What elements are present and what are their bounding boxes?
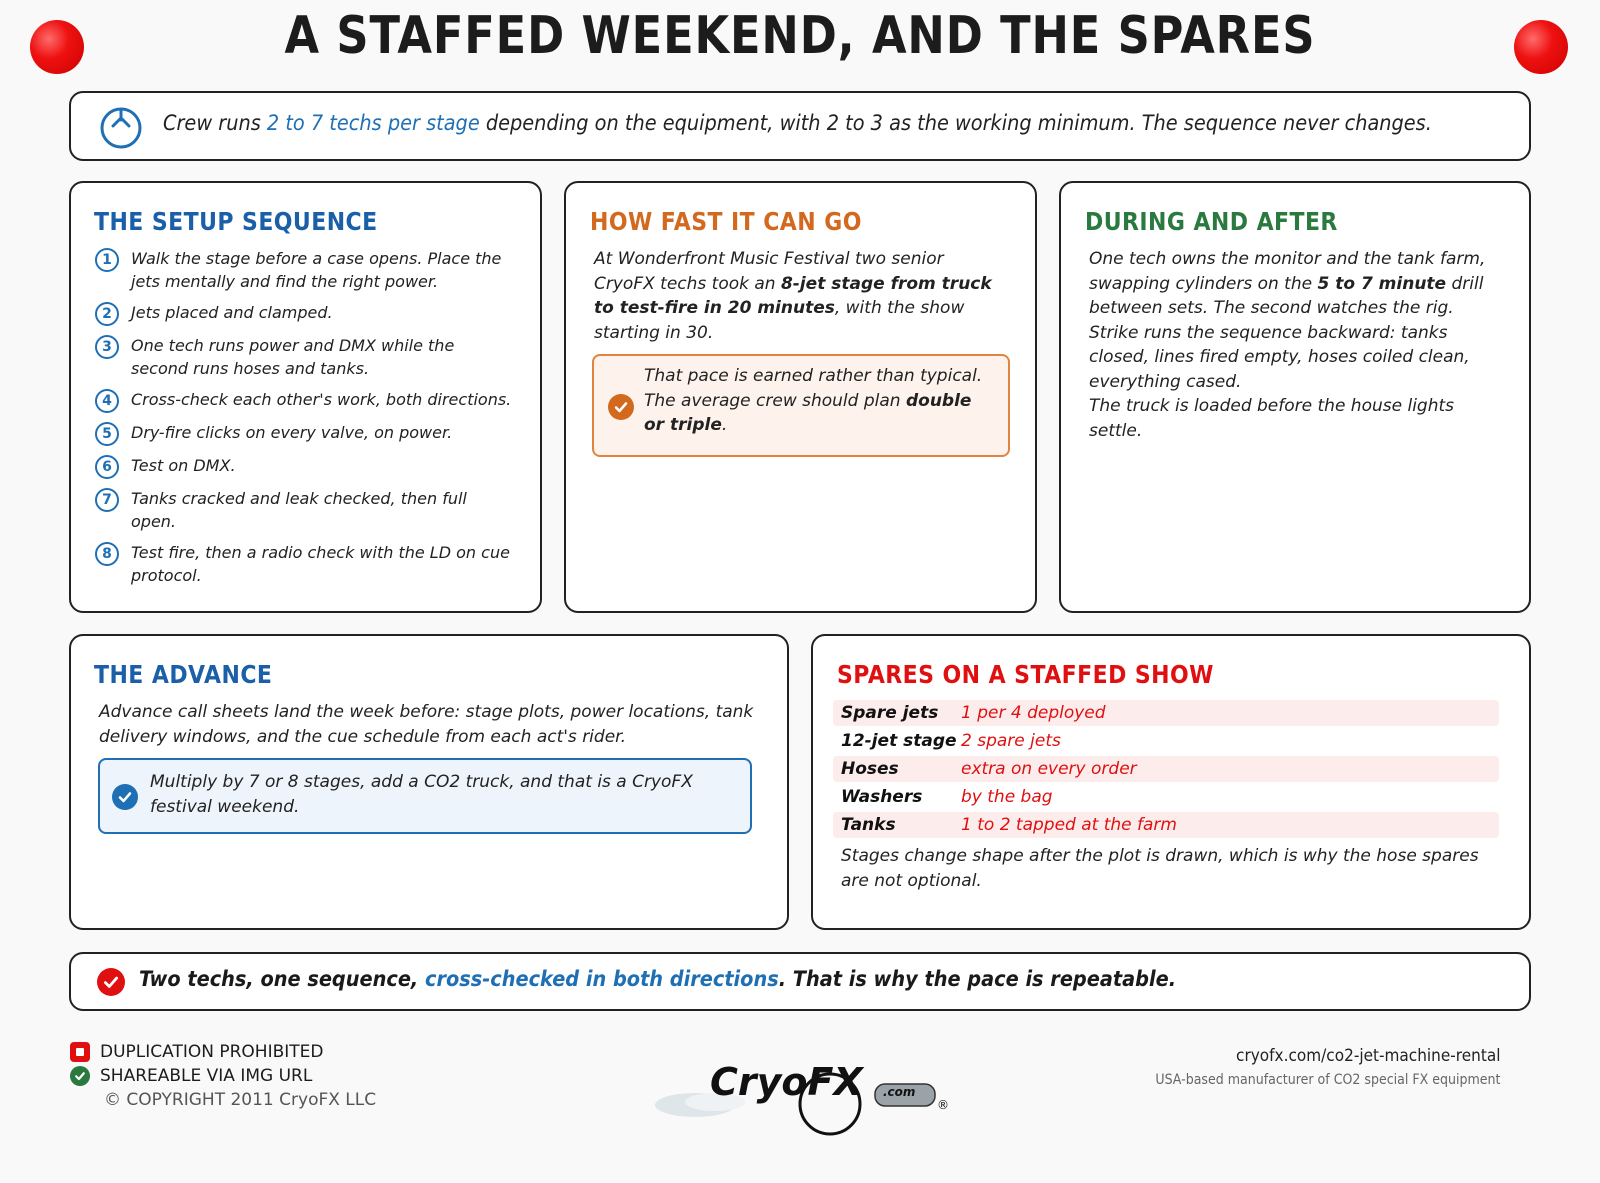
spares-note: Stages change shape after the plot is drawn, which is why the hose spares are not optional. <box>841 846 1479 891</box>
website-link[interactable]: cryofx.com/co2-jet-machine-rental <box>1235 1046 1500 1066</box>
setup-step <box>95 421 515 446</box>
advance-card <box>69 634 789 930</box>
step-number-badge: 3 <box>95 335 119 359</box>
setup-step <box>95 487 515 533</box>
spares-quantity: 2 spare jets <box>961 731 1061 751</box>
intro-banner <box>69 91 1531 161</box>
copyright: © COPYRIGHT 2011 CryoFX LLC <box>104 1090 377 1110</box>
step-number-badge: 1 <box>95 248 119 272</box>
spares-quantity: 1 to 2 tapped at the farm <box>961 815 1177 835</box>
advance-callout-text: Multiply by 7 or 8 stages, add a CO2 truck, and that is a CryoFX festival weekend. <box>150 772 693 817</box>
setup-step <box>95 301 515 326</box>
step-text: One tech runs power and DMX while the second runs hoses and tanks. <box>131 336 455 378</box>
spares-quantity: extra on every order <box>961 759 1137 779</box>
step-text: Test fire, then a radio check with the LD on cue protocol. <box>131 543 510 585</box>
spares-table <box>833 700 1499 889</box>
stop-icon <box>70 1042 90 1062</box>
spares-row <box>833 784 1499 810</box>
setup-step <box>95 334 515 380</box>
spares-row <box>833 700 1499 726</box>
step-number-badge: 8 <box>95 542 119 566</box>
spares-heading: SPARES ON A STAFFED SHOW <box>837 660 1214 689</box>
share-notice: SHAREABLE VIA IMG URL <box>100 1066 313 1086</box>
summary-banner <box>69 952 1531 1011</box>
check-icon <box>112 784 138 810</box>
spares-item: Hoses <box>841 759 899 779</box>
logo-registered: ® <box>937 1098 949 1112</box>
step-text: Test on DMX. <box>131 456 236 475</box>
spares-row <box>833 812 1499 838</box>
footer-contact <box>1117 1046 1500 1088</box>
red-dot-left <box>30 20 84 74</box>
step-text: Jets placed and clamped. <box>131 303 333 322</box>
summary-text: Two techs, one sequence, cross-checked in both directions. That is why the pace is repeatable. <box>139 967 1177 991</box>
intro-text: Crew runs 2 to 7 techs per stage depending on the equipment, with 2 to 3 as the working minimum. The sequence never changes. <box>163 111 1432 135</box>
logo-suffix: .com <box>883 1085 916 1099</box>
spares-quantity: by the bag <box>961 787 1053 807</box>
step-text: Cross-check each other's work, both directions. <box>131 390 512 409</box>
during-after-heading: DURING AND AFTER <box>1085 207 1338 236</box>
spares-row <box>833 756 1499 782</box>
duplication-notice: DUPLICATION PROHIBITED <box>100 1042 324 1062</box>
step-number-badge: 7 <box>95 488 119 512</box>
setup-steps <box>95 247 515 595</box>
cryofx-logo <box>655 1050 955 1140</box>
logo-text: CryoFX <box>710 1060 863 1104</box>
setup-step <box>95 541 515 587</box>
footer-notices <box>70 1040 376 1112</box>
step-number-badge: 6 <box>95 455 119 479</box>
during-after-card <box>1059 181 1531 613</box>
spares-item: Spare jets <box>841 703 939 723</box>
check-icon <box>608 394 634 420</box>
advance-callout <box>98 758 752 834</box>
how-fast-card <box>564 181 1037 613</box>
step-text: Dry-fire clicks on every valve, on power. <box>131 423 453 442</box>
spares-card <box>811 634 1531 930</box>
setup-step <box>95 388 515 413</box>
step-text: Tanks cracked and leak checked, then full open. <box>131 489 467 531</box>
spares-row <box>833 728 1499 754</box>
setup-step <box>95 247 515 293</box>
spares-item: Washers <box>841 787 923 807</box>
page-title: A STAFFED WEEKEND, AND THE SPARES <box>284 6 1316 66</box>
check-icon <box>97 968 125 996</box>
spares-item: Tanks <box>841 815 896 835</box>
spares-item: 12-jet stage <box>841 731 957 751</box>
during-after-text: One tech owns the monitor and the tank farm, swapping cylinders on the 5 to 7 minute drill between sets. The second watches the rig. Strike runs the sequence backward: tanks closed, lines fired empty, hoses coiled clean, everything cased. The truck is loaded before the house lights settle. <box>1089 249 1486 441</box>
pace-callout-text: That pace is earned rather than typical. The average crew should plan double or triple. <box>644 366 983 435</box>
tagline: USA-based manufacturer of CO2 special FX equipment <box>1154 1072 1500 1088</box>
advance-heading: THE ADVANCE <box>94 660 273 689</box>
advance-text: Advance call sheets land the week before: stage plots, power locations, tank delivery windows, and the cue schedule from each act's rider. <box>99 702 754 747</box>
step-text: Walk the stage before a case opens. Place the jets mentally and find the right power. <box>131 249 502 291</box>
pace-callout <box>592 354 1010 457</box>
setup-step <box>95 454 515 479</box>
setup-sequence-card <box>69 181 542 613</box>
gauge-icon <box>99 106 143 154</box>
setup-heading: THE SETUP SEQUENCE <box>94 207 378 236</box>
spares-quantity: 1 per 4 deployed <box>961 703 1106 723</box>
how-fast-text: At Wonderfront Music Festival two senior CryoFX techs took an 8-jet stage from truck to test-fire in 20 minutes, with the show starting in 30. <box>594 249 992 343</box>
step-number-badge: 5 <box>95 422 119 446</box>
how-fast-heading: HOW FAST IT CAN GO <box>590 207 862 236</box>
check-icon <box>70 1066 90 1086</box>
step-number-badge: 4 <box>95 389 119 413</box>
step-number-badge: 2 <box>95 302 119 326</box>
red-dot-right <box>1514 20 1568 74</box>
